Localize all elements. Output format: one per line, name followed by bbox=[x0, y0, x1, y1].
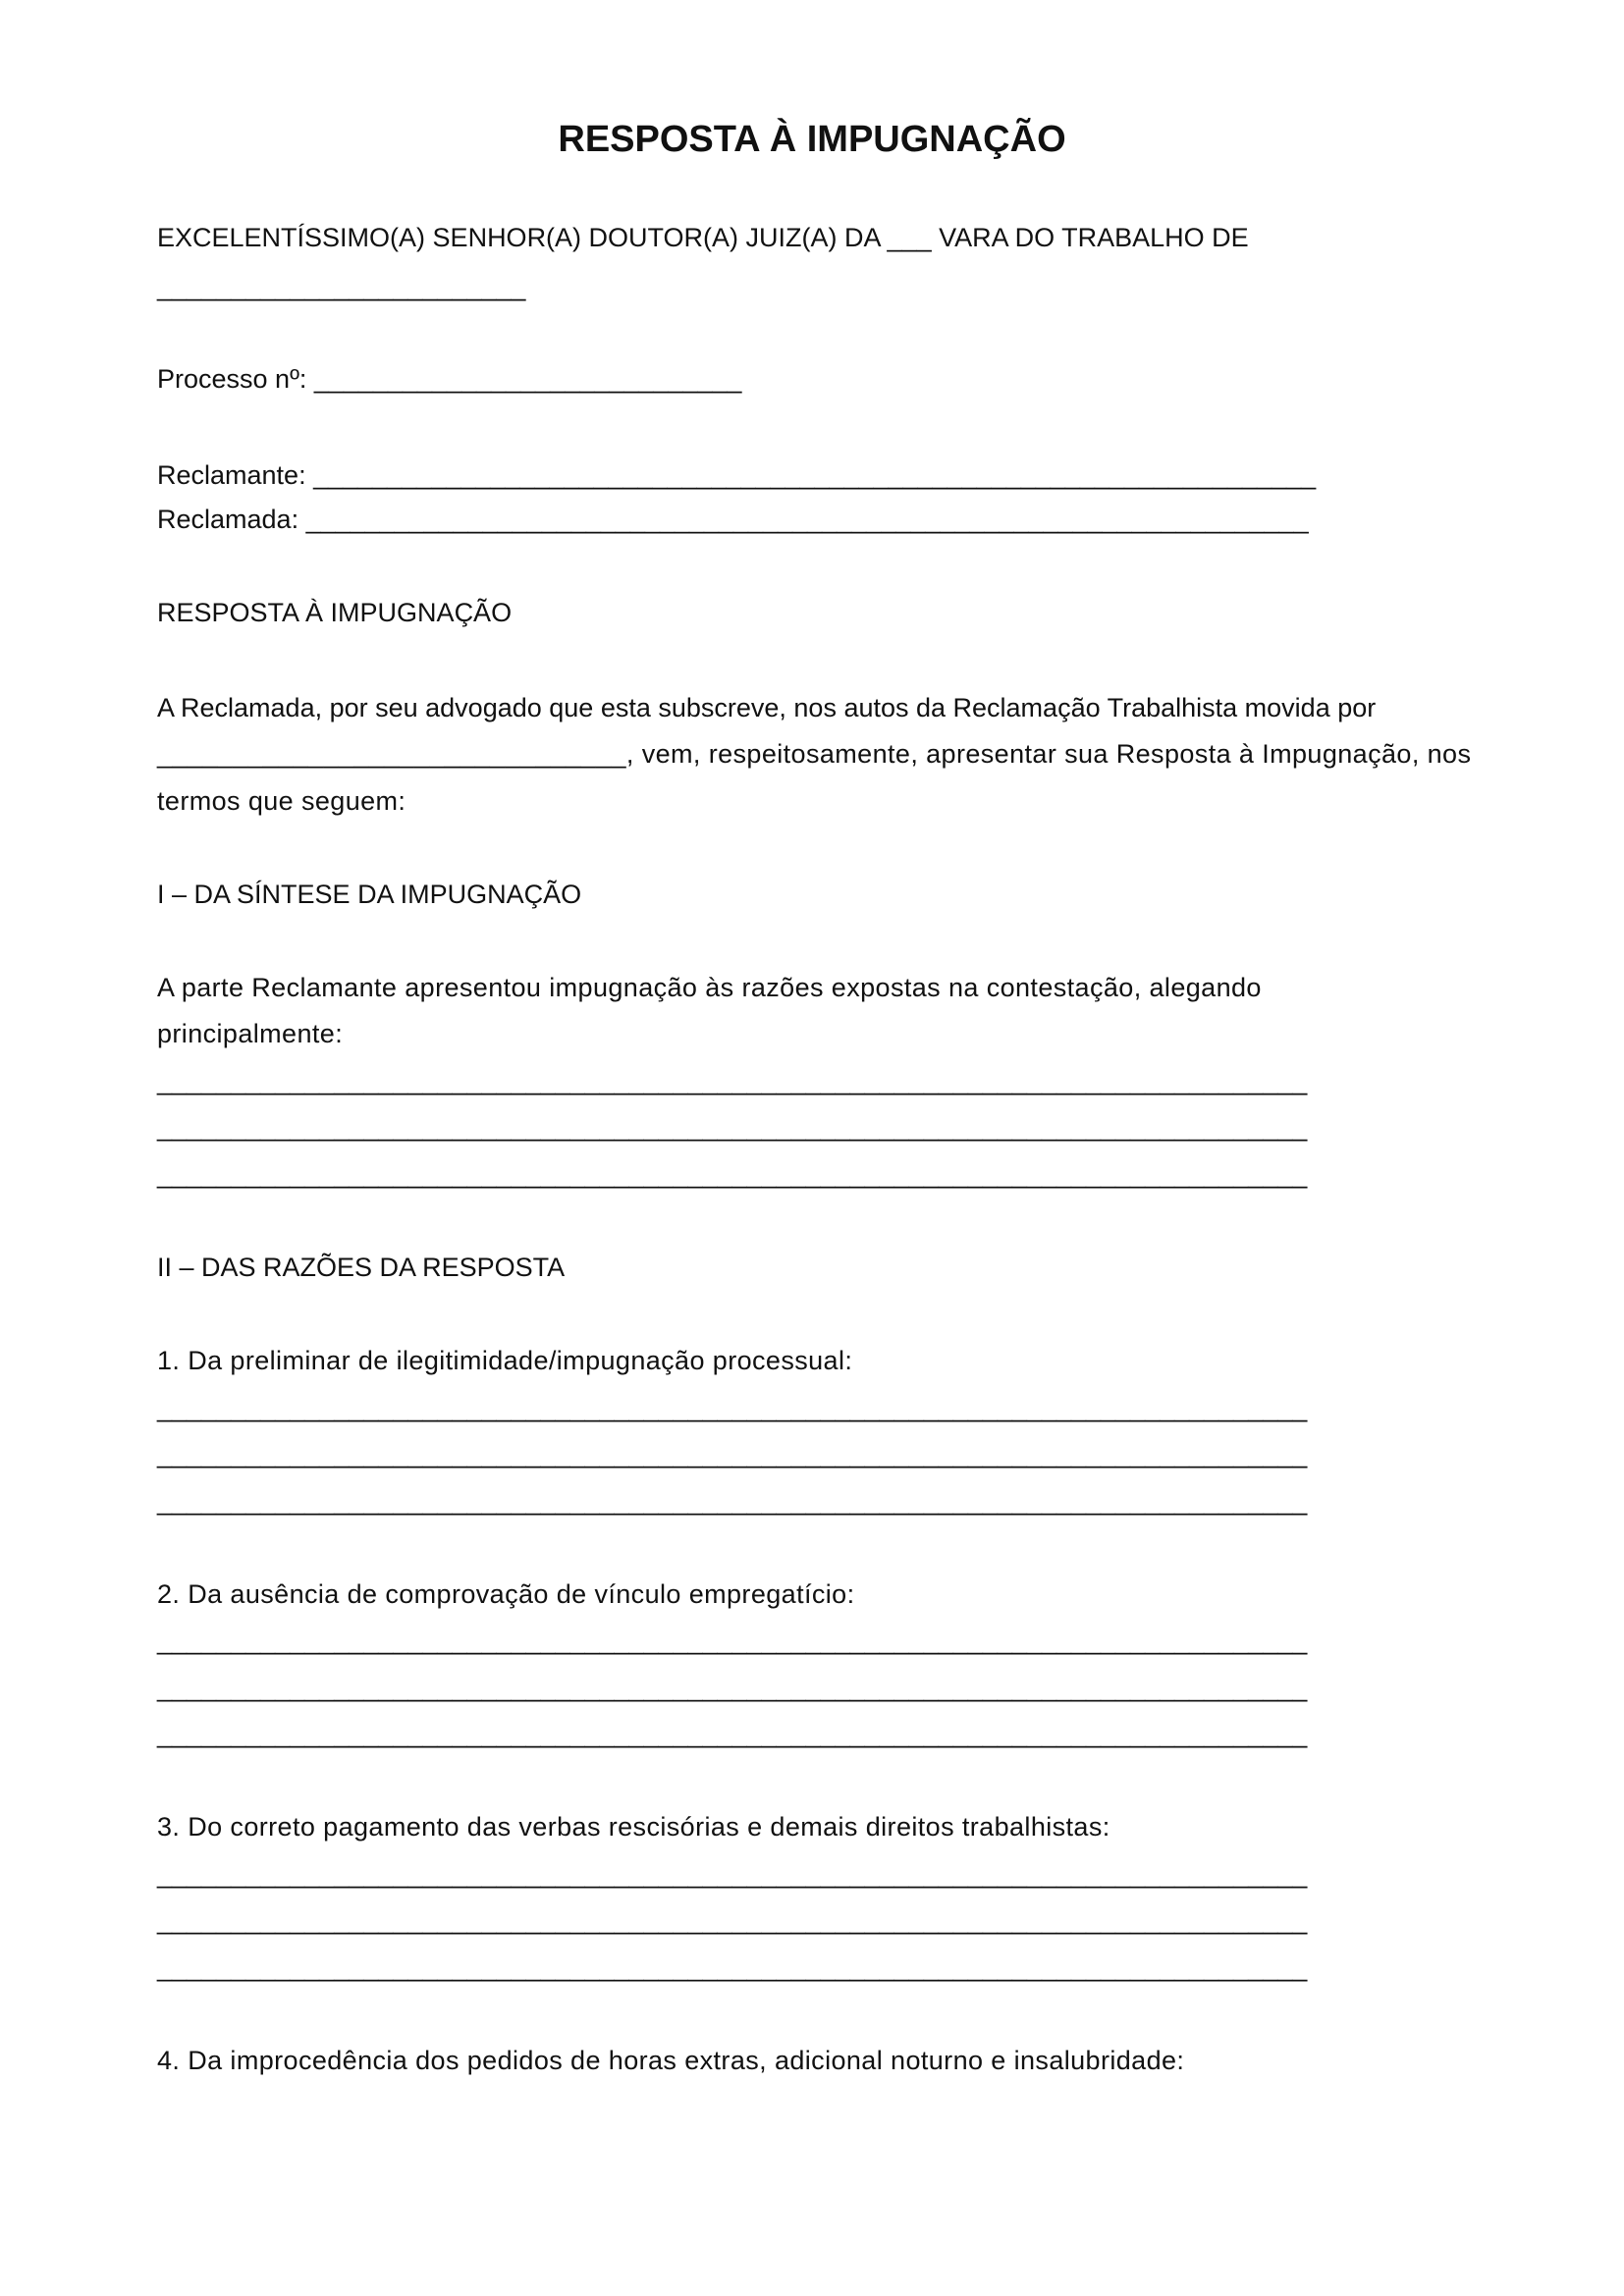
process-number: Processo nº: _____________________________ bbox=[157, 364, 742, 394]
reason-item-4-label: 4. Da improcedência dos pedidos de horas extras, adicional noturno e insalubridade: bbox=[157, 2046, 1185, 2075]
blank-line: ______________________________________________________________________________ bbox=[157, 1719, 1308, 1748]
response-subtitle: RESPOSTA À IMPUGNAÇÃO bbox=[157, 598, 513, 627]
blank-line: ______________________________________________________________________________ bbox=[157, 1393, 1308, 1422]
blank-line: ______________________________________________________________________________ bbox=[157, 1159, 1308, 1189]
intro-paragraph-line: A Reclamada, por seu advogado que esta subscreve, nos autos da Reclamação Trabalhista movida por bbox=[157, 693, 1377, 722]
addressee-line: EXCELENTÍSSIMO(A) SENHOR(A) DOUTOR(A) JUIZ(A) DA ___ VARA DO TRABALHO DE bbox=[157, 223, 1249, 252]
intro-paragraph-line: termos que seguem: bbox=[157, 786, 406, 816]
blank-line: ______________________________________________________________________________ bbox=[157, 1486, 1308, 1516]
blank-line: ______________________________________________________________________________ bbox=[157, 1626, 1308, 1655]
blank-line: ______________________________________________________________________________ bbox=[157, 1952, 1308, 1982]
section-heading-reasons: II – DAS RAZÕES DA RESPOSTA bbox=[157, 1253, 566, 1282]
blank-line: ______________________________________________________________________________ bbox=[157, 1066, 1308, 1095]
blank-line: ______________________________________________________________________________ bbox=[157, 1439, 1308, 1468]
blank-line: ______________________________________________________________________________ bbox=[157, 1859, 1308, 1889]
blank-line: ______________________________________________________________________________ bbox=[157, 1905, 1308, 1935]
intro-paragraph-line: _______________________________, vem, respeitosamente, apresentar sua Resposta à Impugnação, nos bbox=[157, 739, 1472, 769]
synthesis-text-line: A parte Reclamante apresentou impugnação às razões expostas na contestação, alegando bbox=[157, 973, 1262, 1002]
document-title: RESPOSTA À IMPUGNAÇÃO bbox=[558, 119, 1066, 160]
respondent-field: Reclamada: ____________________________________________________________________ bbox=[157, 505, 1309, 534]
addressee-blank: _________________________ bbox=[157, 272, 526, 301]
blank-line: ______________________________________________________________________________ bbox=[157, 1673, 1308, 1702]
synthesis-text-line: principalmente: bbox=[157, 1019, 344, 1048]
reason-item-3-label: 3. Do correto pagamento das verbas rescisórias e demais direitos trabalhistas: bbox=[157, 1812, 1110, 1842]
section-heading-synthesis: I – DA SÍNTESE DA IMPUGNAÇÃO bbox=[157, 880, 582, 909]
claimant-field: Reclamante: ____________________________________________________________________ bbox=[157, 460, 1317, 490]
reason-item-1-label: 1. Da preliminar de ilegitimidade/impugnação processual: bbox=[157, 1346, 853, 1375]
reason-item-2-label: 2. Da ausência de comprovação de vínculo empregatício: bbox=[157, 1579, 855, 1609]
blank-line: ______________________________________________________________________________ bbox=[157, 1112, 1308, 1142]
